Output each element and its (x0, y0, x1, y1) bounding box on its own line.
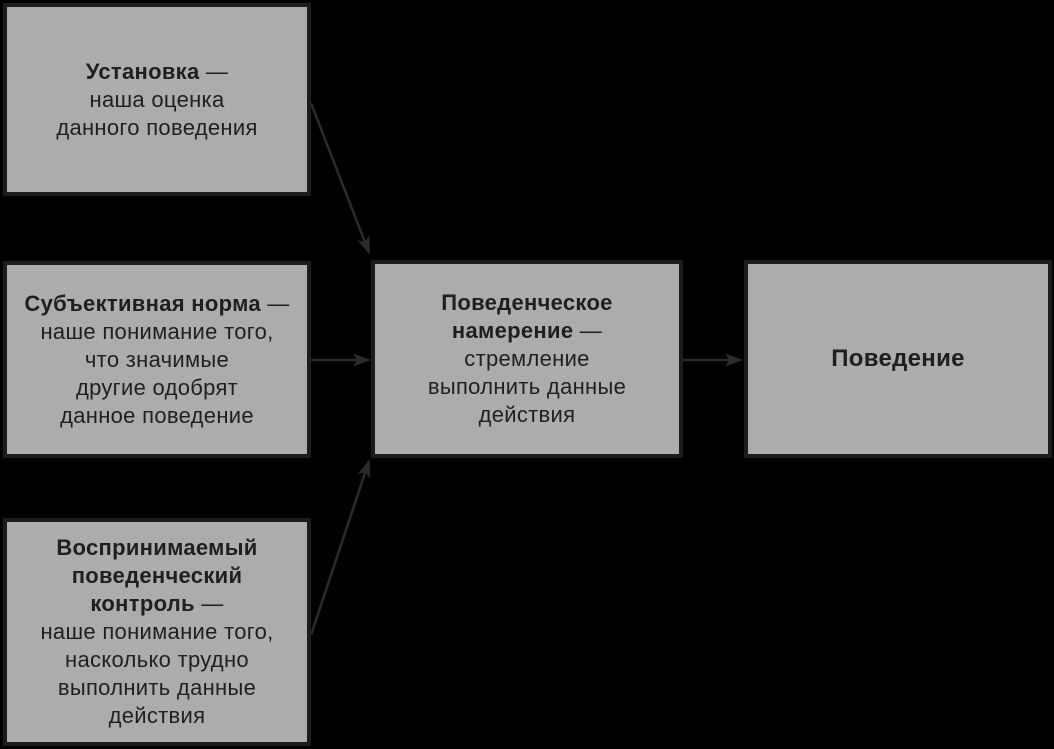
node-attitude-desc-line: наша оценка (89, 86, 225, 112)
node-attitude (3, 3, 311, 196)
node-intention-desc-line: стремление (464, 346, 590, 371)
node-intention-title: намерение (451, 318, 574, 343)
arrow-attitude-to-intention (311, 103, 368, 250)
node-intention-desc-line: выполнить данные (427, 374, 627, 399)
node-behavior-title: Поведение (831, 345, 965, 372)
node-subjective-norm-title: Субъективная норма (24, 290, 261, 316)
node-subjective-norm (3, 261, 311, 458)
node-intention (371, 260, 683, 458)
node-intention-title-line (452, 317, 602, 345)
node-attitude-dash: — (199, 58, 229, 84)
node-subjective-norm-desc-line: данное поведение (60, 402, 254, 428)
node-subjective-norm-desc-line: наше понимание того, (40, 318, 274, 344)
node-attitude-desc-line: данного поведения (56, 114, 258, 140)
node-subjective-norm-title-line (24, 290, 289, 318)
node-perceived-control-title: контроль (90, 591, 195, 616)
node-attitude-title-line (86, 58, 228, 86)
node-perceived-control-desc-line: наше понимание того, (40, 619, 274, 644)
node-perceived-control (3, 518, 311, 746)
node-perceived-control-title-line: поведенческий (71, 563, 243, 588)
node-perceived-control-dash: — (194, 591, 224, 616)
node-subjective-norm-desc-line: что значимые (84, 346, 230, 372)
node-behavior (744, 260, 1052, 458)
node-perceived-control-desc-line: выполнить данные (57, 675, 257, 700)
node-perceived-control-title-line (90, 590, 223, 618)
node-intention-dash: — (573, 318, 603, 343)
node-intention-desc-line: действия (478, 402, 576, 427)
node-perceived-control-desc-line: насколько трудно (65, 647, 249, 672)
node-intention-title-line: Поведенческое (441, 290, 613, 315)
node-perceived-control-title-line: Воспринимаемый (56, 535, 258, 560)
node-subjective-norm-dash: — (260, 290, 290, 316)
node-attitude-title: Установка (85, 58, 200, 84)
arrow-perceived-control-to-intention (311, 464, 368, 635)
node-perceived-control-desc-line: действия (108, 703, 206, 728)
node-subjective-norm-desc-line: другие одобрят (75, 374, 239, 400)
